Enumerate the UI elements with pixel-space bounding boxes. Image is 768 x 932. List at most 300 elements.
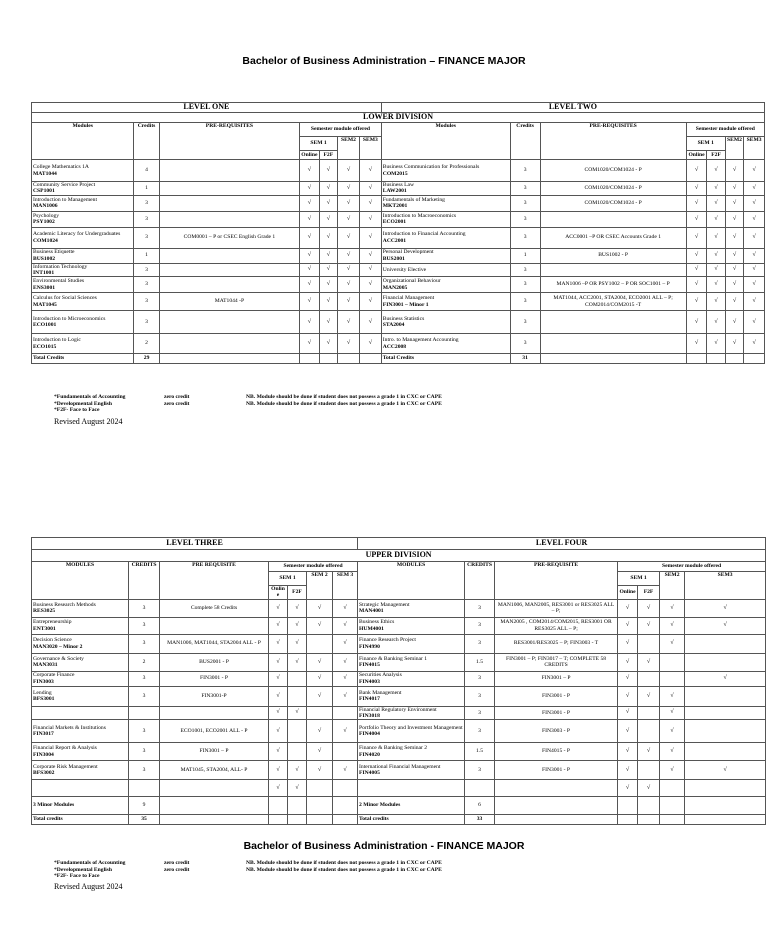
credits-cell: 3: [465, 671, 495, 686]
module-code: COM1024: [33, 237, 58, 244]
module-code: FIN3017: [33, 731, 54, 737]
module-cell: [381, 248, 510, 263]
offered-check-icon: √: [269, 743, 288, 761]
offered-check-icon: √: [707, 182, 725, 196]
offered-check-icon: √: [269, 706, 288, 720]
offered-check-icon: √: [686, 182, 707, 196]
credits-header: Credits: [134, 123, 159, 160]
offered-check-icon: √: [300, 211, 320, 227]
semester-header: Semester module offered: [686, 123, 764, 137]
offered-check-icon: √: [359, 248, 381, 263]
semester-header: Semester module offered: [269, 562, 358, 572]
table-row: [32, 227, 765, 248]
credits-cell: 3: [134, 311, 159, 334]
offered-check-icon: √: [618, 686, 638, 706]
lower-division-header: LOWER DIVISION: [32, 113, 765, 123]
table-row: [32, 277, 765, 293]
offered-check-icon: [638, 720, 660, 743]
f2f-header: F2F: [288, 586, 307, 600]
offered-check-icon: √: [618, 780, 638, 797]
prereq-cell: RES3001/RES3025 – P; FIN3003 - T: [495, 634, 618, 653]
offered-check-icon: √: [725, 227, 743, 248]
total-label: Total Credits: [381, 354, 510, 364]
module-code: 3 Minor Modules: [33, 802, 75, 809]
footnote-label: *Developmental English: [54, 866, 112, 873]
module-name: Introduction to Microeconomics: [33, 315, 106, 322]
offered-check-icon: √: [686, 293, 707, 311]
sem3-header: SEM3: [744, 137, 765, 160]
prereq-cell: MAN2005 , COM2014/COM2015, RES3001 OR RES3025 ALL – P;: [495, 617, 618, 634]
module-cell: [358, 797, 465, 815]
footnote-row: [54, 394, 442, 401]
offered-check-icon: [660, 780, 685, 797]
module-cell: [381, 227, 510, 248]
footnote-note: NB. Module should be done if student does not possess a grade 1 in CXC or CAPE: [246, 866, 442, 873]
table-row: [32, 248, 765, 263]
offered-check-icon: √: [307, 743, 333, 761]
offered-check-icon: √: [338, 277, 360, 293]
credits-header: CREDITS: [129, 562, 160, 600]
offered-check-icon: √: [686, 211, 707, 227]
offered-check-icon: √: [725, 311, 743, 334]
module-code: BFS3002: [33, 770, 55, 776]
offered-check-icon: √: [660, 706, 685, 720]
offered-check-icon: √: [359, 211, 381, 227]
sem3-header: SEM3: [685, 572, 766, 600]
offered-check-icon: √: [319, 227, 337, 248]
offered-check-icon: √: [300, 248, 320, 263]
prereq-cell: [495, 780, 618, 797]
module-code: FIN4004: [359, 731, 380, 737]
offered-check-icon: √: [333, 671, 358, 686]
empty-cell: [319, 354, 337, 364]
online-header: Online: [686, 151, 707, 160]
bottom-title: Bachelor of Business Administration - FINANCE MAJOR: [243, 840, 525, 852]
module-code: 2 Minor Modules: [359, 802, 401, 809]
module-code: MAN1006: [33, 203, 58, 209]
module-cell: [32, 706, 129, 720]
module-cell: [32, 671, 129, 686]
offered-check-icon: √: [686, 263, 707, 277]
module-name: Business Law: [382, 182, 415, 188]
offered-check-icon: √: [307, 720, 333, 743]
prereq-cell: ACC0001 –P OR CSEC Accounts Grade 1: [540, 227, 686, 248]
credits-cell: 3: [465, 617, 495, 634]
offered-check-icon: √: [333, 599, 358, 617]
module-name: Financial Management: [382, 295, 435, 302]
offered-check-icon: √: [638, 653, 660, 671]
sem3-header: SEM 3: [333, 572, 358, 600]
credits-header: Credits: [510, 123, 540, 160]
table-row: [32, 671, 766, 686]
table-row: [32, 706, 766, 720]
module-cell: [32, 743, 129, 761]
offered-check-icon: √: [333, 653, 358, 671]
module-code: RES3025: [33, 608, 56, 614]
module-cell: [358, 706, 465, 720]
offered-check-icon: √: [333, 761, 358, 780]
module-code: ACC2001: [382, 237, 407, 244]
offered-check-icon: √: [744, 227, 765, 248]
prereq-cell: FIN3001 - P: [160, 671, 269, 686]
offered-check-icon: √: [288, 706, 307, 720]
prereq-header: PRE-REQUISITE: [495, 562, 618, 600]
prereq-header: PRE-REQUISITES: [159, 123, 299, 160]
empty-cell: [495, 815, 618, 825]
credits-cell: 3: [129, 686, 160, 706]
offered-check-icon: [333, 797, 358, 815]
offered-check-icon: √: [359, 160, 381, 182]
offered-check-icon: √: [338, 195, 360, 211]
module-code: FIN3004: [33, 751, 54, 758]
prereq-cell: [540, 311, 686, 334]
offered-check-icon: √: [269, 634, 288, 653]
module-name: Business Statistics: [382, 315, 425, 322]
empty-cell: [685, 815, 766, 825]
offered-check-icon: √: [319, 182, 337, 196]
module-name: Information Technology: [33, 263, 88, 270]
offered-check-icon: √: [707, 263, 725, 277]
sem1-header: SEM 1: [300, 137, 338, 151]
module-name: Finance & Banking Seminar 2: [359, 745, 428, 752]
offered-check-icon: √: [359, 293, 381, 311]
total-label: Total credits: [32, 815, 129, 825]
offered-check-icon: [269, 797, 288, 815]
offered-check-icon: √: [744, 277, 765, 293]
credits-cell: [129, 780, 160, 797]
offered-check-icon: √: [288, 634, 307, 653]
offered-check-icon: √: [307, 686, 333, 706]
offered-check-icon: √: [319, 293, 337, 311]
module-cell: [358, 686, 465, 706]
credits-cell: 3: [465, 686, 495, 706]
module-name: Psychology: [33, 212, 60, 219]
offered-check-icon: √: [744, 263, 765, 277]
offered-check-icon: √: [359, 263, 381, 277]
f2f-header: F2F: [707, 151, 725, 160]
credits-cell: 2: [129, 653, 160, 671]
credits-cell: 3: [129, 743, 160, 761]
offered-check-icon: √: [288, 780, 307, 797]
online-header: Online: [301, 151, 318, 158]
credits-cell: 3: [510, 182, 540, 196]
offered-check-icon: [660, 797, 685, 815]
upper-division-header: UPPER DIVISION: [32, 550, 766, 562]
module-code: ENT3001: [33, 625, 56, 632]
table-row: [32, 720, 766, 743]
offered-check-icon: √: [707, 160, 725, 182]
table-row: [32, 761, 766, 780]
page-title: Bachelor of Business Administration – FINANCE MAJOR: [242, 55, 526, 67]
module-name: Organizational Behaviour: [382, 278, 441, 285]
offered-check-icon: √: [660, 743, 685, 761]
module-code: FIN4017: [359, 696, 380, 702]
module-cell: [32, 277, 134, 293]
offered-check-icon: √: [338, 293, 360, 311]
prereq-cell: FIN3001 - P: [495, 686, 618, 706]
offered-check-icon: √: [300, 263, 320, 277]
module-name: Bank Management: [359, 689, 402, 696]
module-code: ECO2001: [382, 219, 407, 225]
offered-check-icon: [307, 780, 333, 797]
offered-check-icon: √: [300, 334, 320, 354]
sem3-header: SEM3: [359, 137, 381, 160]
prereq-cell: MAN1006, MAT1044, STA2004 ALL - P: [160, 634, 269, 653]
module-code: MAN3020 – Minor 2: [33, 643, 83, 650]
offered-check-icon: √: [725, 277, 743, 293]
offered-check-icon: √: [288, 761, 307, 780]
prereq-cell: [159, 311, 299, 334]
offered-check-icon: √: [638, 617, 660, 634]
offered-check-icon: [685, 780, 766, 797]
prereq-cell: [160, 780, 269, 797]
footnote-row: [54, 873, 442, 880]
footnote-note: NB. Module should be done if student does not possess a grade 1 in CXC or CAPE: [246, 394, 442, 400]
offered-check-icon: √: [744, 211, 765, 227]
total-credits: 29: [134, 354, 159, 364]
module-cell: [358, 761, 465, 780]
module-code: MAN2005: [382, 284, 408, 291]
offered-check-icon: √: [359, 311, 381, 334]
footnote-row: [54, 407, 442, 414]
offered-check-icon: √: [338, 211, 360, 227]
offered-check-icon: √: [319, 277, 337, 293]
prereq-cell: MAT1045, STA2004, ALL- P: [160, 761, 269, 780]
module-cell: [32, 311, 134, 334]
offered-check-icon: [307, 797, 333, 815]
module-cell: [381, 160, 510, 182]
offered-check-icon: √: [307, 599, 333, 617]
credits-cell: 3: [510, 263, 540, 277]
module-cell: [32, 780, 129, 797]
module-name: Lending: [33, 689, 52, 696]
offered-check-icon: [660, 671, 685, 686]
prereq-cell: BUS2001 - P: [160, 653, 269, 671]
module-code: MAT1044: [33, 170, 57, 177]
sem1-header: SEM 1: [618, 572, 660, 586]
sem1-header: SEM 1: [269, 572, 307, 586]
total-row: [32, 815, 766, 825]
empty-cell: [359, 354, 381, 364]
prereq-header: PRE REQUISITE: [160, 562, 269, 600]
module-cell: [32, 293, 134, 311]
offered-check-icon: √: [660, 761, 685, 780]
module-code: FIN3001 – Minor 1: [382, 301, 429, 308]
module-cell: [358, 599, 465, 617]
offered-check-icon: √: [686, 334, 707, 354]
prereq-cell: BUS1002 - P: [540, 248, 686, 263]
offered-check-icon: √: [707, 195, 725, 211]
offered-check-icon: √: [660, 599, 685, 617]
module-name: Financial Regulatory Environment: [359, 706, 437, 713]
prereq-cell: MAN1006, MAN2005, RES3001 or RES3025 ALL – P;: [495, 599, 618, 617]
credits-cell: 3: [129, 599, 160, 617]
empty-cell: [269, 815, 288, 825]
module-code: INT1001: [33, 269, 55, 276]
sem2-header: SEM2: [660, 572, 685, 600]
credits-cell: 9: [129, 797, 160, 815]
module-cell: [32, 182, 134, 196]
footnote-label: *F2F- Face to Face: [54, 407, 100, 414]
module-name: Business Research Methods: [33, 601, 96, 608]
offered-check-icon: [333, 780, 358, 797]
prereq-cell: FIN3001 - P: [495, 761, 618, 780]
module-name: Finance Research Project: [359, 637, 416, 644]
upper-division-table: [31, 537, 766, 825]
prereq-cell: [540, 263, 686, 277]
module-code: ECO1001: [33, 322, 57, 328]
prereq-cell: FIN3001 – P; FIN3017 – T; COMPLETE 58 CREDITS: [495, 653, 618, 671]
module-code: COM2015: [382, 170, 408, 177]
prereq-cell: [159, 277, 299, 293]
offered-check-icon: [288, 720, 307, 743]
offered-check-icon: √: [288, 653, 307, 671]
prereq-cell: COM1020/COM1024 - P: [540, 182, 686, 196]
credits-cell: 3: [465, 761, 495, 780]
offered-check-icon: √: [300, 195, 320, 211]
revised-date: Revised August 2024: [54, 417, 123, 426]
empty-cell: [288, 815, 307, 825]
revised-date: Revised August 2024: [54, 882, 123, 891]
module-cell: [32, 720, 129, 743]
prereq-cell: FIN3001 - P: [495, 706, 618, 720]
offered-check-icon: √: [333, 634, 358, 653]
offered-check-icon: √: [338, 263, 360, 277]
credits-cell: 3: [465, 706, 495, 720]
footnote-label: *Fundamentals of Accounting: [54, 860, 126, 866]
credits-cell: 1.5: [465, 743, 495, 761]
module-code: MAN3031: [33, 662, 58, 668]
empty-cell: [540, 354, 686, 364]
sem2-header: SEM2: [725, 137, 743, 160]
offered-check-icon: √: [359, 227, 381, 248]
prereq-header: PRE-REQUISITES: [540, 123, 686, 160]
offered-check-icon: √: [685, 671, 766, 686]
lower-division-table: [31, 102, 765, 364]
prereq-cell: ECO1001, ECO2001 ALL - P: [160, 720, 269, 743]
module-cell: [32, 160, 134, 182]
offered-check-icon: √: [744, 195, 765, 211]
offered-check-icon: √: [319, 334, 337, 354]
module-code: FIN4990: [359, 643, 380, 650]
level-two-header: LEVEL TWO: [381, 103, 764, 113]
offered-check-icon: [685, 743, 766, 761]
modules-header: MODULES: [32, 562, 129, 600]
offered-check-icon: √: [744, 160, 765, 182]
offered-check-icon: √: [725, 211, 743, 227]
credits-cell: 3: [510, 227, 540, 248]
module-code: ACC2008: [382, 343, 407, 350]
module-name: College Mathematics 1A: [33, 164, 89, 171]
prereq-cell: [159, 263, 299, 277]
prereq-cell: FIN3003 - P: [495, 720, 618, 743]
module-cell: [381, 311, 510, 334]
footnote-row: [54, 401, 442, 408]
module-name: Introduction to Macroeconomics: [382, 212, 457, 219]
module-name: Securities Analysis: [359, 672, 402, 679]
sem2-header: SEM2: [338, 137, 360, 160]
module-name: Decision Science: [33, 637, 72, 644]
module-name: Business Ethics: [359, 619, 395, 626]
footnote-label: *Fundamentals of Accounting: [54, 394, 126, 400]
offered-check-icon: [638, 634, 660, 653]
offered-check-icon: √: [725, 182, 743, 196]
offered-check-icon: √: [307, 617, 333, 634]
footnote-row: [54, 860, 442, 867]
prereq-cell: [159, 248, 299, 263]
prereq-cell: [160, 617, 269, 634]
module-code: FIN4005: [359, 770, 380, 776]
offered-check-icon: √: [686, 195, 707, 211]
offered-check-icon: [307, 706, 333, 720]
module-name: Financial Report & Analysis: [33, 745, 97, 752]
module-name: Calculus for Social Sciences: [33, 295, 97, 302]
offered-check-icon: √: [725, 248, 743, 263]
empty-cell: [638, 815, 660, 825]
credits-cell: 3: [129, 761, 160, 780]
credits-cell: [465, 780, 495, 797]
offered-check-icon: [288, 671, 307, 686]
footnotes: [54, 860, 442, 880]
offered-check-icon: √: [725, 263, 743, 277]
module-name: Fundamentals of Marketing: [382, 196, 445, 203]
offered-check-icon: [685, 797, 766, 815]
module-cell: [358, 720, 465, 743]
offered-check-icon: √: [618, 634, 638, 653]
offered-check-icon: [288, 686, 307, 706]
footnote-note: NB. Module should be done if student does not possess a grade 1 in CXC or CAPE: [246, 400, 442, 407]
offered-check-icon: √: [725, 195, 743, 211]
credits-cell: 3: [510, 160, 540, 182]
offered-check-icon: √: [338, 248, 360, 263]
module-name: Governance & Society: [33, 655, 84, 662]
module-cell: [32, 211, 134, 227]
credits-cell: 4: [134, 160, 159, 182]
offered-check-icon: √: [685, 617, 766, 634]
offered-check-icon: [638, 761, 660, 780]
module-code: ECO1015: [33, 343, 57, 350]
module-code: LAW2001: [382, 188, 407, 195]
offered-check-icon: √: [660, 634, 685, 653]
prereq-cell: COM1020/COM1024 - P: [540, 160, 686, 182]
online-header: Online: [269, 586, 288, 600]
offered-check-icon: √: [319, 195, 337, 211]
credits-cell: 3: [134, 293, 159, 311]
credits-header: CREDITS: [465, 562, 495, 600]
offered-check-icon: √: [338, 182, 360, 196]
module-code: STA2004: [382, 322, 405, 328]
offered-check-icon: √: [686, 311, 707, 334]
prereq-cell: [160, 706, 269, 720]
credits-cell: 3: [134, 277, 159, 293]
footnote-value: zero credit: [164, 394, 190, 400]
total-row: [32, 354, 765, 364]
module-name: Business Communication for Professionals: [382, 164, 480, 171]
offered-check-icon: √: [319, 248, 337, 263]
table-row: [32, 634, 766, 653]
offered-check-icon: [618, 797, 638, 815]
module-code: FIN3003: [33, 678, 54, 685]
level-three-header: LEVEL THREE: [32, 538, 358, 550]
credits-cell: 3: [134, 227, 159, 248]
offered-check-icon: √: [300, 293, 320, 311]
credits-cell: 3: [134, 195, 159, 211]
offered-check-icon: √: [338, 311, 360, 334]
module-name: University Elective: [382, 266, 427, 273]
offered-check-icon: √: [707, 248, 725, 263]
offered-check-icon: [333, 743, 358, 761]
offered-check-icon: √: [269, 686, 288, 706]
